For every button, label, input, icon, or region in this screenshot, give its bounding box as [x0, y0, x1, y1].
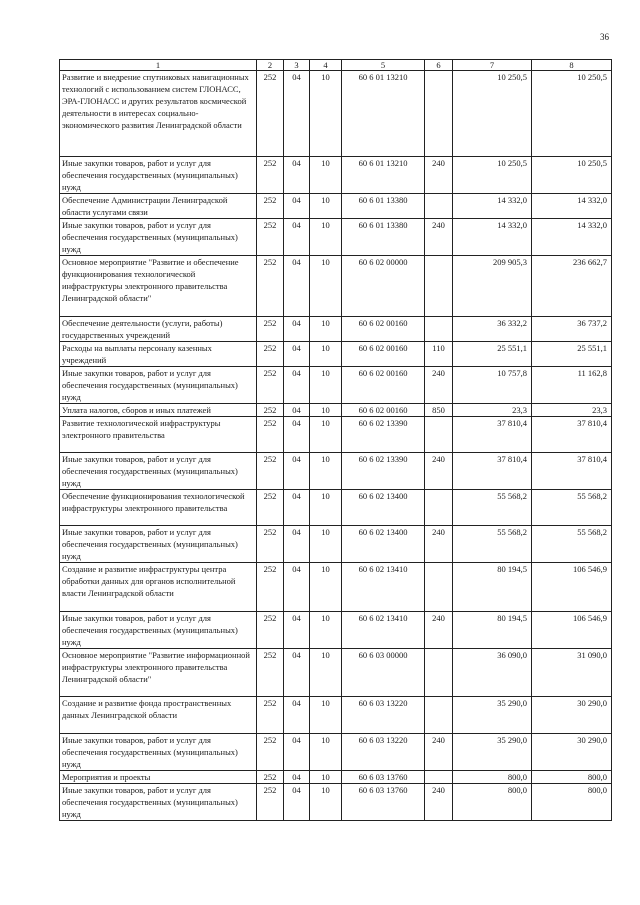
table-row	[60, 342, 612, 367]
row-name-cell: Иные закупки товаров, работ и услуг для обеспечения государственных (муниципальных) нужд	[60, 157, 257, 194]
amount-year1-cell: 55 568,2	[453, 526, 532, 563]
amount-year2-cell: 30 290,0	[532, 734, 612, 771]
amount-year2-cell: 10 250,5	[532, 71, 612, 157]
amount-year2-cell: 800,0	[532, 784, 612, 821]
expense-type-cell	[425, 71, 453, 157]
section-cell: 04	[284, 194, 310, 219]
column-header: 1	[60, 60, 257, 71]
amount-year2-cell: 11 162,8	[532, 367, 612, 404]
target-article-cell: 60 6 02 00000	[342, 256, 425, 317]
table-row	[60, 453, 612, 490]
grbs-cell: 252	[257, 771, 284, 784]
row-name-cell: Основное мероприятие "Развитие информационной инфраструктуры электронного правительства Ленинградской области"	[60, 649, 257, 697]
table-row	[60, 417, 612, 453]
table-row	[60, 404, 612, 417]
grbs-cell: 252	[257, 157, 284, 194]
target-article-cell: 60 6 02 13390	[342, 453, 425, 490]
row-name-cell: Иные закупки товаров, работ и услуг для обеспечения государственных (муниципальных) нужд	[60, 453, 257, 490]
subsection-cell: 10	[310, 417, 342, 453]
target-article-cell: 60 6 03 13220	[342, 734, 425, 771]
amount-year2-cell: 23,3	[532, 404, 612, 417]
grbs-cell: 252	[257, 219, 284, 256]
section-cell: 04	[284, 417, 310, 453]
amount-year2-cell: 106 546,9	[532, 563, 612, 612]
row-name-cell: Развитие технологической инфраструктуры электронного правительства	[60, 417, 257, 453]
target-article-cell: 60 6 03 13760	[342, 771, 425, 784]
table-row	[60, 490, 612, 526]
column-header: 7	[453, 60, 532, 71]
column-header: 8	[532, 60, 612, 71]
amount-year2-cell: 37 810,4	[532, 417, 612, 453]
target-article-cell: 60 6 02 00160	[342, 404, 425, 417]
column-header: 2	[257, 60, 284, 71]
grbs-cell: 252	[257, 453, 284, 490]
amount-year1-cell: 25 551,1	[453, 342, 532, 367]
subsection-cell: 10	[310, 563, 342, 612]
table-row	[60, 157, 612, 194]
row-name-cell: Создание и развитие инфраструктуры центра обработки данных для органов исполнительной власти Ленинградской области	[60, 563, 257, 612]
expense-type-cell: 240	[425, 367, 453, 404]
column-header: 4	[310, 60, 342, 71]
column-header: 5	[342, 60, 425, 71]
amount-year1-cell: 14 332,0	[453, 194, 532, 219]
table-row	[60, 612, 612, 649]
target-article-cell: 60 6 02 00160	[342, 342, 425, 367]
section-cell: 04	[284, 404, 310, 417]
row-name-cell: Мероприятия и проекты	[60, 771, 257, 784]
subsection-cell: 10	[310, 649, 342, 697]
amount-year2-cell: 14 332,0	[532, 194, 612, 219]
section-cell: 04	[284, 157, 310, 194]
row-name-cell: Расходы на выплаты персоналу казенных учреждений	[60, 342, 257, 367]
expense-type-cell: 850	[425, 404, 453, 417]
subsection-cell: 10	[310, 71, 342, 157]
amount-year1-cell: 35 290,0	[453, 697, 532, 734]
grbs-cell: 252	[257, 734, 284, 771]
target-article-cell: 60 6 02 13390	[342, 417, 425, 453]
amount-year2-cell: 10 250,5	[532, 157, 612, 194]
subsection-cell: 10	[310, 490, 342, 526]
row-name-cell: Иные закупки товаров, работ и услуг для обеспечения государственных (муниципальных) нужд	[60, 526, 257, 563]
row-name-cell: Иные закупки товаров, работ и услуг для обеспечения государственных (муниципальных) нужд	[60, 612, 257, 649]
section-cell: 04	[284, 367, 310, 404]
amount-year1-cell: 80 194,5	[453, 612, 532, 649]
row-name-cell: Иные закупки товаров, работ и услуг для обеспечения государственных (муниципальных) нужд	[60, 784, 257, 821]
grbs-cell: 252	[257, 490, 284, 526]
row-name-cell: Развитие и внедрение спутниковых навигационных технологий с использованием систем ГЛОНАСС, ЭРА-ГЛОНАСС и других результатов космической деятельности в интересах социально-экономического развития Ленинградской области	[60, 71, 257, 157]
target-article-cell: 60 6 01 13210	[342, 71, 425, 157]
budget-table	[59, 59, 612, 821]
target-article-cell: 60 6 01 13210	[342, 157, 425, 194]
column-header: 6	[425, 60, 453, 71]
grbs-cell: 252	[257, 404, 284, 417]
target-article-cell: 60 6 01 13380	[342, 194, 425, 219]
section-cell: 04	[284, 563, 310, 612]
grbs-cell: 252	[257, 612, 284, 649]
row-name-cell: Уплата налогов, сборов и иных платежей	[60, 404, 257, 417]
table-row	[60, 697, 612, 734]
section-cell: 04	[284, 697, 310, 734]
table-row	[60, 563, 612, 612]
grbs-cell: 252	[257, 342, 284, 367]
row-name-cell: Создание и развитие фонда пространственных данных Ленинградской области	[60, 697, 257, 734]
grbs-cell: 252	[257, 71, 284, 157]
expense-type-cell: 240	[425, 526, 453, 563]
amount-year1-cell: 800,0	[453, 784, 532, 821]
expense-type-cell: 240	[425, 784, 453, 821]
subsection-cell: 10	[310, 697, 342, 734]
amount-year2-cell: 14 332,0	[532, 219, 612, 256]
section-cell: 04	[284, 317, 310, 342]
table-row	[60, 219, 612, 256]
table-row	[60, 784, 612, 821]
target-article-cell: 60 6 03 13220	[342, 697, 425, 734]
grbs-cell: 252	[257, 563, 284, 612]
grbs-cell: 252	[257, 649, 284, 697]
amount-year2-cell: 800,0	[532, 771, 612, 784]
section-cell: 04	[284, 526, 310, 563]
amount-year2-cell: 30 290,0	[532, 697, 612, 734]
subsection-cell: 10	[310, 612, 342, 649]
grbs-cell: 252	[257, 256, 284, 317]
amount-year2-cell: 36 737,2	[532, 317, 612, 342]
section-cell: 04	[284, 219, 310, 256]
target-article-cell: 60 6 02 13400	[342, 490, 425, 526]
expense-type-cell: 110	[425, 342, 453, 367]
target-article-cell: 60 6 02 13400	[342, 526, 425, 563]
grbs-cell: 252	[257, 697, 284, 734]
expense-type-cell: 240	[425, 219, 453, 256]
amount-year1-cell: 55 568,2	[453, 490, 532, 526]
grbs-cell: 252	[257, 367, 284, 404]
table-row	[60, 317, 612, 342]
row-name-cell: Обеспечение функционирования технологической инфраструктуры электронного правительства	[60, 490, 257, 526]
amount-year1-cell: 37 810,4	[453, 417, 532, 453]
subsection-cell: 10	[310, 194, 342, 219]
row-name-cell: Обеспечение деятельности (услуги, работы) государственных учреждений	[60, 317, 257, 342]
amount-year1-cell: 36 090,0	[453, 649, 532, 697]
subsection-cell: 10	[310, 526, 342, 563]
amount-year1-cell: 209 905,3	[453, 256, 532, 317]
expense-type-cell	[425, 317, 453, 342]
target-article-cell: 60 6 02 00160	[342, 317, 425, 342]
subsection-cell: 10	[310, 734, 342, 771]
table-row	[60, 367, 612, 404]
section-cell: 04	[284, 612, 310, 649]
section-cell: 04	[284, 771, 310, 784]
amount-year1-cell: 800,0	[453, 771, 532, 784]
amount-year2-cell: 37 810,4	[532, 453, 612, 490]
amount-year2-cell: 55 568,2	[532, 490, 612, 526]
expense-type-cell	[425, 256, 453, 317]
amount-year1-cell: 23,3	[453, 404, 532, 417]
table-row	[60, 734, 612, 771]
expense-type-cell	[425, 771, 453, 784]
row-name-cell: Иные закупки товаров, работ и услуг для обеспечения государственных (муниципальных) нужд	[60, 367, 257, 404]
expense-type-cell	[425, 563, 453, 612]
grbs-cell: 252	[257, 317, 284, 342]
table-row	[60, 256, 612, 317]
grbs-cell: 252	[257, 526, 284, 563]
expense-type-cell	[425, 649, 453, 697]
target-article-cell: 60 6 02 00160	[342, 367, 425, 404]
expense-type-cell	[425, 194, 453, 219]
subsection-cell: 10	[310, 453, 342, 490]
amount-year1-cell: 14 332,0	[453, 219, 532, 256]
target-article-cell: 60 6 01 13380	[342, 219, 425, 256]
row-name-cell: Обеспечение Администрации Ленинградской области услугами связи	[60, 194, 257, 219]
section-cell: 04	[284, 342, 310, 367]
table-row	[60, 526, 612, 563]
target-article-cell: 60 6 03 13760	[342, 784, 425, 821]
grbs-cell: 252	[257, 417, 284, 453]
subsection-cell: 10	[310, 256, 342, 317]
table-row	[60, 71, 612, 157]
amount-year1-cell: 36 332,2	[453, 317, 532, 342]
grbs-cell: 252	[257, 194, 284, 219]
subsection-cell: 10	[310, 157, 342, 194]
amount-year2-cell: 31 090,0	[532, 649, 612, 697]
target-article-cell: 60 6 03 00000	[342, 649, 425, 697]
row-name-cell: Иные закупки товаров, работ и услуг для обеспечения государственных (муниципальных) нужд	[60, 219, 257, 256]
amount-year1-cell: 10 250,5	[453, 71, 532, 157]
expense-type-cell	[425, 417, 453, 453]
amount-year2-cell: 55 568,2	[532, 526, 612, 563]
table-row	[60, 649, 612, 697]
amount-year1-cell: 10 757,8	[453, 367, 532, 404]
expense-type-cell: 240	[425, 157, 453, 194]
section-cell: 04	[284, 256, 310, 317]
section-cell: 04	[284, 649, 310, 697]
page-number: 36	[600, 32, 609, 42]
amount-year1-cell: 35 290,0	[453, 734, 532, 771]
amount-year1-cell: 37 810,4	[453, 453, 532, 490]
subsection-cell: 10	[310, 367, 342, 404]
subsection-cell: 10	[310, 404, 342, 417]
expense-type-cell	[425, 490, 453, 526]
row-name-cell: Иные закупки товаров, работ и услуг для обеспечения государственных (муниципальных) нужд	[60, 734, 257, 771]
section-cell: 04	[284, 784, 310, 821]
subsection-cell: 10	[310, 342, 342, 367]
table-row	[60, 194, 612, 219]
subsection-cell: 10	[310, 317, 342, 342]
grbs-cell: 252	[257, 784, 284, 821]
section-cell: 04	[284, 734, 310, 771]
subsection-cell: 10	[310, 784, 342, 821]
section-cell: 04	[284, 453, 310, 490]
subsection-cell: 10	[310, 219, 342, 256]
amount-year1-cell: 10 250,5	[453, 157, 532, 194]
row-name-cell: Основное мероприятие "Развитие и обеспечение функционирования технологической инфраструктуры электронного правительства Ленинградской области"	[60, 256, 257, 317]
section-cell: 04	[284, 71, 310, 157]
expense-type-cell: 240	[425, 453, 453, 490]
section-cell: 04	[284, 490, 310, 526]
table-header-row	[60, 60, 612, 71]
target-article-cell: 60 6 02 13410	[342, 563, 425, 612]
expense-type-cell	[425, 697, 453, 734]
amount-year1-cell: 80 194,5	[453, 563, 532, 612]
amount-year2-cell: 106 546,9	[532, 612, 612, 649]
expense-type-cell: 240	[425, 734, 453, 771]
table-row	[60, 771, 612, 784]
subsection-cell: 10	[310, 771, 342, 784]
amount-year2-cell: 236 662,7	[532, 256, 612, 317]
amount-year2-cell: 25 551,1	[532, 342, 612, 367]
column-header: 3	[284, 60, 310, 71]
expense-type-cell: 240	[425, 612, 453, 649]
target-article-cell: 60 6 02 13410	[342, 612, 425, 649]
